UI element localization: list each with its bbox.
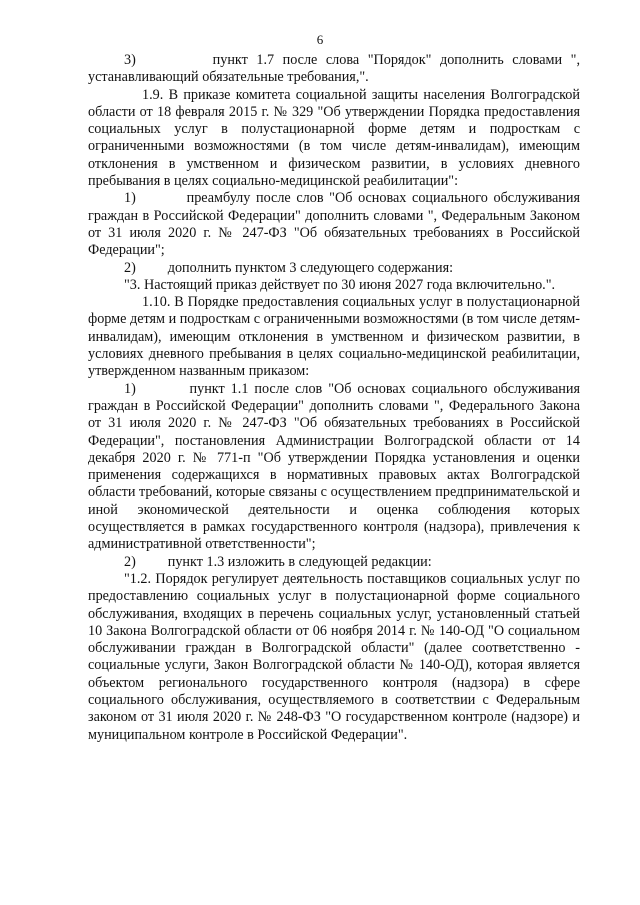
paragraph-1-9: 1.9. В приказе комитета социальной защиты населения Волгоградской области от 18 февраля 2015 г. № 329 "Об утверждении Порядка предоставления социальных услуг в полустационарной форме детям и подросткам с ограниченными возможностями (в том числе детям-инвалидам), имеющим отклонения в умственном и физическом развитии, в условиях дневного пребывания в целях социально-медицинской реабилитации": — [88, 86, 580, 190]
paragraph-item-3: 3) пункт 1.7 после слова "Порядок" дополнить словами ", устанавливающий обязательные требования,". — [88, 52, 580, 86]
page-number: 6 — [316, 32, 324, 47]
paragraph-1-10: 1.10. В Порядке предоставления социальных услуг в полустационарной форме детям и подросткам с ограниченными возможностями (в том числе детям-инвалидам), имеющим отклонения в умственном и физическом развитии, в условиях дневного пребывания в целях социально-медицинской реабилитации, утвержденном названным приказом: — [88, 294, 580, 380]
document-body — [88, 52, 580, 744]
paragraph-sub-2: 2) дополнить пунктом 3 следующего содержания: — [124, 259, 454, 276]
paragraph-sub-2-b: 2) пункт 1.3 изложить в следующей редакции: — [124, 553, 432, 570]
paragraph-quote-3: "3. Настоящий приказ действует по 30 июня 2027 года включительно.". — [124, 276, 556, 293]
paragraph-quote-1-2: "1.2. Порядок регулирует деятельность поставщиков социальных услуг по предоставлению социальных услуг в полустационарной форме социального обслуживания, входящих в перечень социальных услуг, установленный статьей 10 Закона Волгоградской области от 06 ноября 2014 г. № 140-ОД "О социальном обслуживании граждан в Волгоградской области" (далее соответственно - социальные услуги, Закон Волгоградской области № 140-ОД), которая является объектом регионального государственного контроля (надзора) в сфере социального обслуживания, осуществляемого в соответствии с Федеральным законом от 31 июля 2020 г. № 248-ФЗ "О государственном контроле (надзоре) и муниципальном контроле в Российской Федерации". — [88, 570, 580, 743]
paragraph-sub-1: 1) преамбулу после слов "Об основах социального обслуживания граждан в Российской Федерации" дополнить словами ", Федеральным Законом от 31 июля 2020 г. № 247-ФЗ "Об обязательных требованиях в Российской Федерации"; — [88, 190, 580, 259]
paragraph-sub-1-b: 1) пункт 1.1 после слов "Об основах социального обслуживания граждан в Российской Федерации" дополнить словами ", Федерального Закона от 31 июля 2020 г. № 247-ФЗ "Об обязательных требованиях в Российской Федерации", постановления Администрации Волгоградской области от 14 декабря 2020 г. № 771-п "Об утверждении Порядка установления и оценки применения содержащихся в нормативных правовых актах Волгоградской области требований, которые связаны с осуществлением предпринимательской и иной экономической деятельности и оценка соблюдения которых осуществляется в рамках государственного контроля (надзора), привлечения к административной ответственности"; — [88, 380, 580, 553]
